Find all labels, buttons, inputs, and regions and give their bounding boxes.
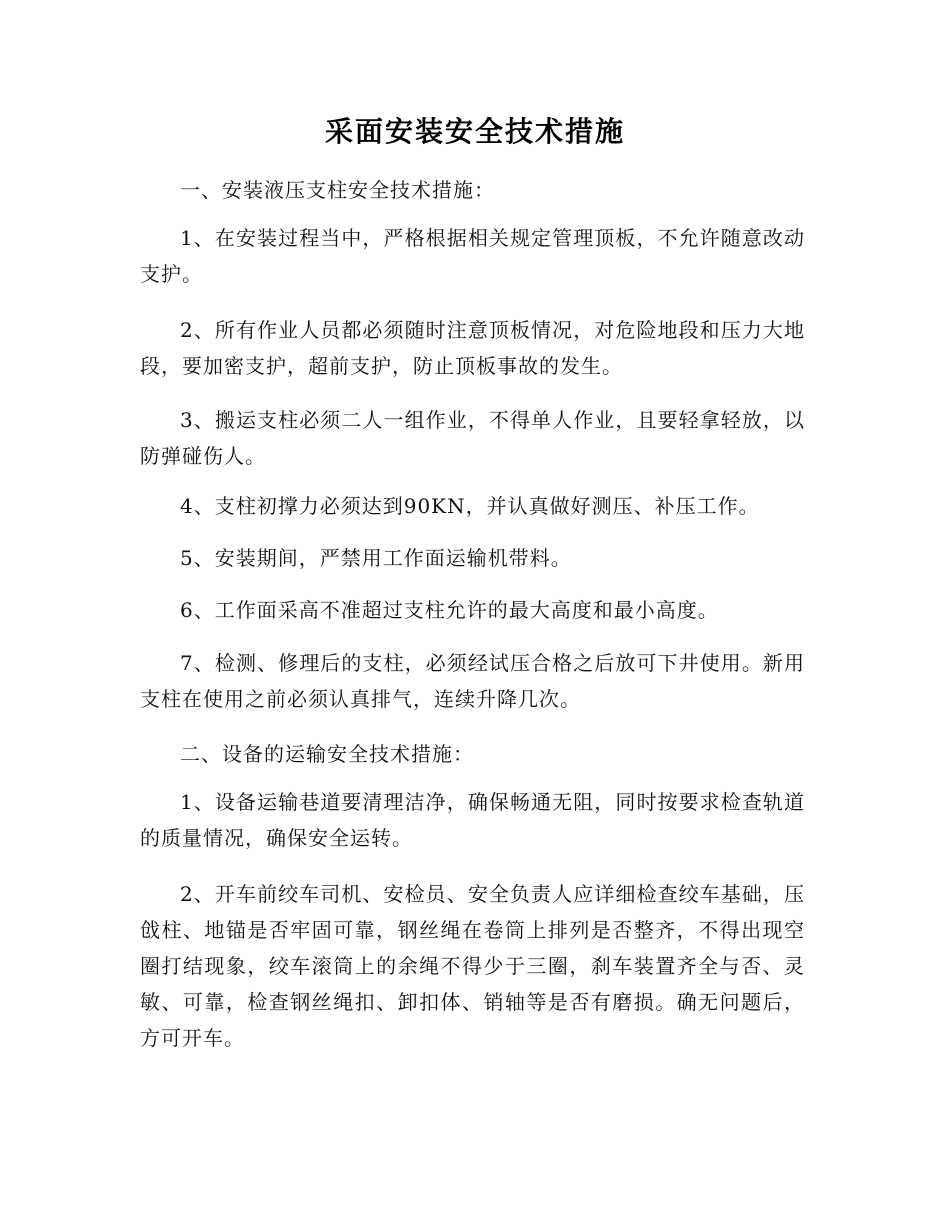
paragraph-1-2: 2、所有作业人员都必须随时注意顶板情况，对危险地段和压力大地段，要加密支护，超前支护，防止顶板事故的发生。 <box>140 318 805 378</box>
paragraph-1-4: 4、支柱初撑力必须达到90KN，并认真做好测压、补压工作。 <box>180 494 760 518</box>
paragraph-1-1: 1、在安装过程当中，严格根据相关规定管理顶板，不允许随意改动支护。 <box>140 226 805 286</box>
paragraph-1-3: 3、搬运支柱必须二人一组作业，不得单人作业，且要轻拿轻放，以防弹碰伤人。 <box>140 408 805 468</box>
paragraph-2-2: 2、开车前绞车司机、安检员、安全负责人应详细检查绞车基础，压戗柱、地锚是否牢固可靠，钢丝绳在卷筒上排列是否整齐，不得出现空圈打结现象，绞车滚筒上的余绳不得少于三圈，刹车装置齐全与否、灵敏、可靠，检查钢丝绳扣、卸扣体、销轴等是否有磨损。确无问题后，方可开车。 <box>140 882 805 1050</box>
paragraph-2-1: 1、设备运输巷道要清理洁净，确保畅通无阻，同时按要求检查轨道的质量情况，确保安全运转。 <box>140 790 805 850</box>
paragraph-1-7: 7、检测、修理后的支柱，必须经试压合格之后放可下井使用。新用支柱在使用之前必须认真排气，连续升降几次。 <box>140 651 805 711</box>
paragraph-1-5: 5、安装期间，严禁用工作面运输机带料。 <box>180 546 572 570</box>
section-heading-2: 二、设备的运输安全技术措施： <box>180 742 474 766</box>
section-heading-1: 一、安装液压支柱安全技术措施： <box>180 178 495 202</box>
document-title: 采面安装安全技术措施 <box>324 115 625 148</box>
paragraph-1-6: 6、工作面采高不准超过支柱允许的最大高度和最小高度。 <box>180 598 719 622</box>
